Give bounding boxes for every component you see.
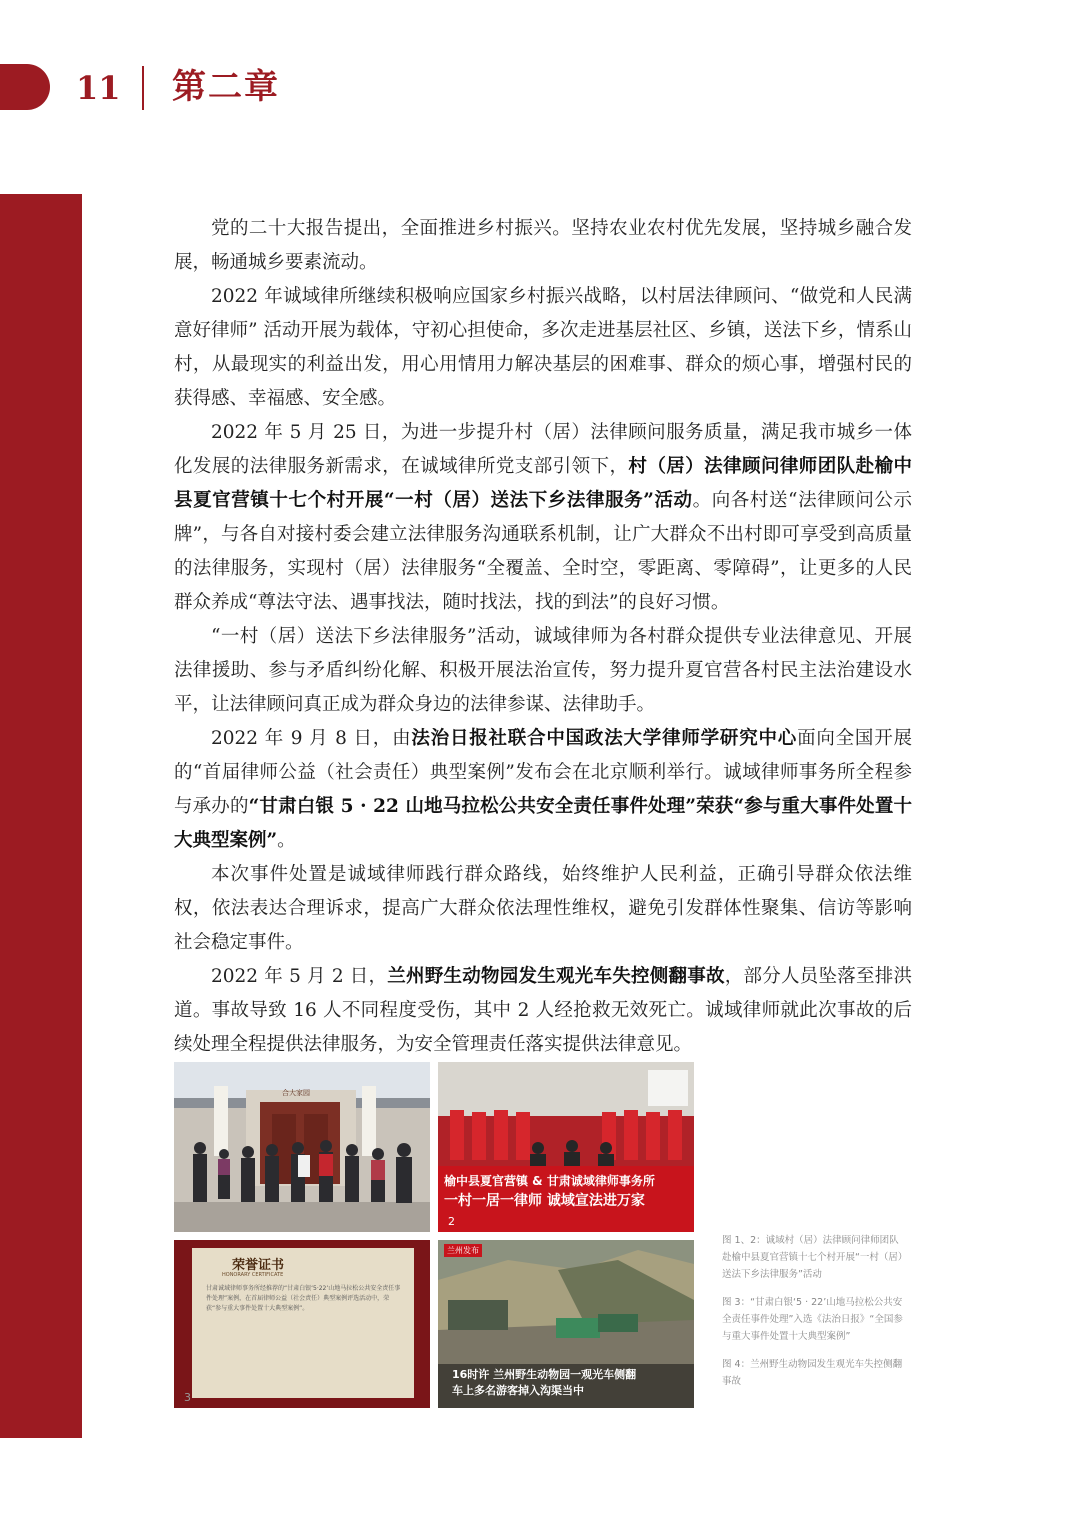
caption: 图 4：兰州野生动物园发生观光车失控侧翻事故 (722, 1359, 903, 1387)
bold-text: 村（居）法律顾问律师团队赴榆中县夏官营镇十七个村开展“一村（居）送法下乡法律服务”活动 (174, 456, 912, 511)
paragraph: 2022 年诚域律所继续积极响应国家乡村振兴战略，以村居法律顾问、“做党和人民满意好律师” 活动开展为载体，守初心担使命，多次走进基层社区、乡镇，送法下乡，情系山村，从最现实的利益出发，用心用情用力解决基层的困难事、群众的烦心事，增强村民的获得感、幸福感、安全感。 (174, 286, 912, 409)
body-text (174, 212, 912, 1062)
paragraph (174, 722, 912, 858)
caption: 图 1、2：诚域村（居）法律顾问律师团队赴榆中县夏官营镇十七个村开展“一村（居）送法下乡法律服务”活动 (722, 1235, 908, 1280)
text-span: ，部分人员坠落至排洪道。事故导致 16 人不同程度受伤，其中 2 人经抢救无效死亡。诚域律师就此次事故的后续处理全程提供法律服务，为安全管理责任落实提供法律意见。 (174, 966, 912, 1055)
paragraph (174, 960, 912, 1062)
figure-captions (722, 1232, 908, 1401)
text-span: 面向全国开展的“首届律师公益（社会责任）典型案例”发布会在北京顺利举行。诚域律师事务所全程参与承办的 (174, 728, 912, 817)
chapter-title: 第二章 (172, 67, 280, 107)
text-span: 。 (277, 830, 296, 851)
certificate-title: 荣誉证书 (232, 1258, 285, 1273)
header-tab (0, 64, 50, 110)
bold-text: 兰州野生动物园发生观光车失控侧翻事故 (387, 966, 725, 987)
photo-village-visit (174, 1062, 430, 1232)
text-span: 。向各村送“法律顾问公示牌”，与各自对接村委会建立法律服务沟通联系机制，让广大群众不出村即可享受到高质量的法律服务，实现村（居）法律服务“全覆盖、全时空，零距离、零障碍”，让更多的人民群众养成“尊法守法、遇事找法，随时找法，找的到法”的良好习惯。 (174, 490, 912, 613)
paragraph: “一村（居）送法下乡法律服务”活动，诚域律师为各村群众提供专业法律意见、开展法律援助、参与矛盾纠纷化解、积极开展法治宣传，努力提升夏官营各村民主法治建设水平，让法律顾问真正成为群众身边的法律参谋、法律助手。 (174, 626, 912, 715)
caption: 图 3：“甘肃白银‘5 · 22’山地马拉松公共安全责任事件处理”入选《法治日报》“全国参与重大事件处置十大典型案例” (722, 1297, 903, 1342)
news-overlay-line2: 车上多名游客掉入沟渠当中 (452, 1384, 584, 1397)
paragraph: 党的二十大报告提出，全面推进乡村振兴。坚持农业农村优先发展，坚持城乡融合发展，畅通城乡要素流动。 (174, 218, 912, 273)
photo-1-sign: 合大家园 (282, 1089, 310, 1097)
certificate-body: 甘肃诚域律师事务所经推荐的“甘肃白银‘5·22’山地马拉松公共安全责任事件处理”案例，在首届律师公益（社会责任）典型案例评选活动中，荣获“参与重大事件处置十大典型案例”。 (206, 1285, 401, 1312)
news-logo: 兰州发布 (444, 1244, 482, 1257)
photo-number: 3 (184, 1391, 191, 1404)
text-span: 2022 年 9 月 8 日，由 (211, 728, 412, 749)
photo-meeting (438, 1062, 694, 1232)
bold-text: 法治日报社联合中国政法大学律师学研究中心 (411, 728, 798, 749)
photo-certificate (174, 1240, 430, 1408)
text-span: 2022 年 5 月 2 日， (211, 966, 388, 987)
bold-text: “甘肃白银 5 · 22 山地马拉松公共安全责任事件处理”荣获“参与重大事件处置十大典型案例” (174, 796, 912, 851)
certificate-subtitle: HONORARY CERTIFICATE (222, 1272, 284, 1278)
photo-number: 2 (448, 1215, 455, 1228)
news-overlay-line1: 16时许 兰州野生动物园一观光车侧翻 (452, 1368, 637, 1381)
text-span: 2022 年 5 月 25 日，为进一步提升村（居）法律顾问服务质量，满足我市城乡一体化发展的法律服务新需求，在诚域律所党支部引领下， (174, 422, 912, 477)
header-divider (142, 66, 144, 110)
banner-top-text: 榆中县夏官营镇 & 甘肃诚域律师事务所 (444, 1174, 655, 1188)
paragraph (174, 416, 912, 620)
side-bar (0, 194, 82, 1438)
page-number: 11 (76, 69, 121, 107)
banner-bottom-text: 一村一居一律师 诚域宣法进万家 (444, 1193, 645, 1209)
paragraph: 本次事件处置是诚域律师践行群众路线，始终维护人民利益，正确引导群众依法维权，依法表达合理诉求，提高广大群众依法理性维权，避免引发群体性聚集、信访等影响社会稳定事件。 (174, 864, 912, 953)
photo-accident (438, 1240, 694, 1408)
